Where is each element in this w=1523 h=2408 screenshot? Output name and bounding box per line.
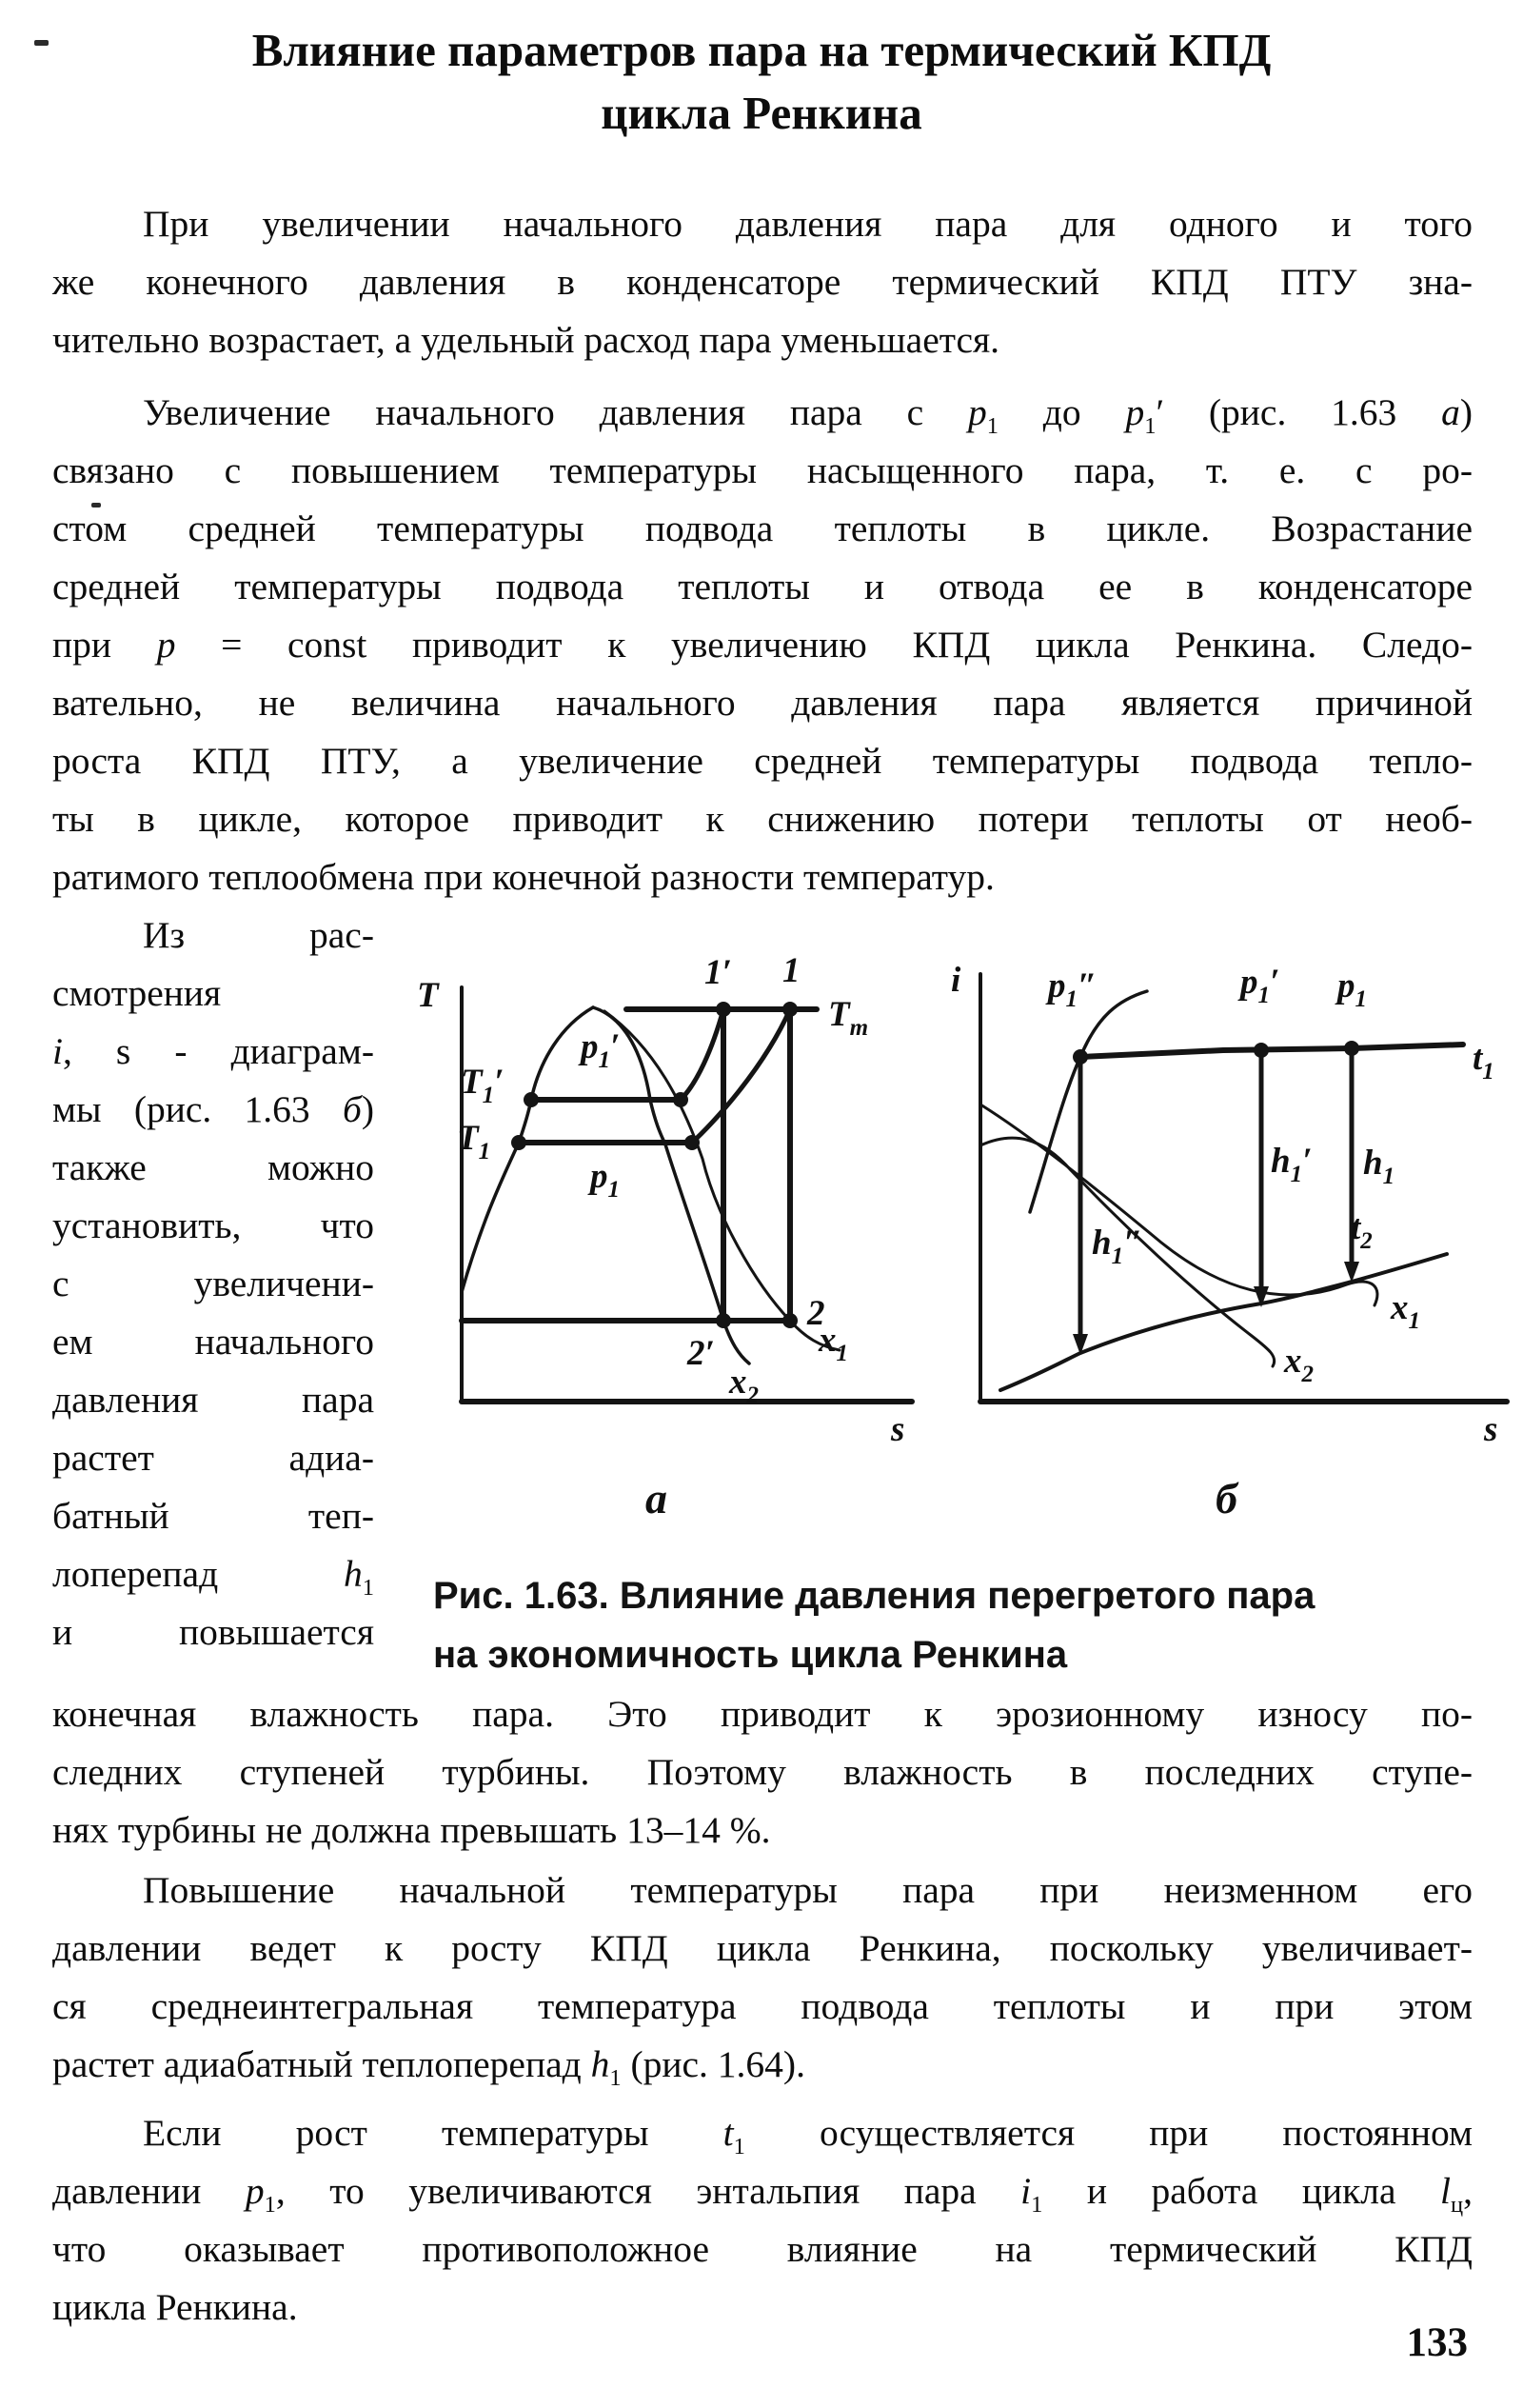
label-h1: $h_1$ bbox=[1363, 1144, 1395, 1189]
text-line: же конечного давления в конденсаторе термический КПД ПТУ зна- bbox=[52, 261, 1473, 303]
text-line: ратимого теплообмена при конечной разности температур. bbox=[52, 856, 995, 898]
label-Tm: $T_m$ bbox=[828, 995, 869, 1041]
label-t2: $t_2$ bbox=[1351, 1208, 1373, 1254]
text-line: лоперепад $h_1$ bbox=[52, 1553, 374, 1601]
text-line: Из рас- bbox=[143, 914, 374, 956]
label-p1: $p_1$ bbox=[1337, 966, 1367, 1012]
caption-line: Рис. 1.63. Влияние давления перегретого пара bbox=[433, 1575, 1315, 1617]
label-p1-doubleprime: $p_1''$ bbox=[1048, 966, 1098, 1012]
text-line: чительно возрастает, а удельный расход пара уменьшается. bbox=[52, 319, 1000, 361]
ts-diagram-svg bbox=[409, 909, 957, 1542]
paragraph-3-continuation bbox=[52, 1685, 1473, 1860]
text-line: и повышается bbox=[52, 1611, 374, 1653]
label-T1-prime: $T_1'$ bbox=[461, 1063, 504, 1108]
label-p1: $p_1$ bbox=[590, 1157, 620, 1203]
text-line: средней температуры подвода теплоты и отвода ее в конденсаторе bbox=[52, 566, 1473, 607]
text-line: растет адиабатный теплоперепад $h_1$ (рис. 1.64). bbox=[52, 2043, 805, 2091]
label-p1-prime: $p_1'$ bbox=[581, 1027, 621, 1073]
text-line: с увеличени- bbox=[52, 1263, 374, 1304]
text-line: ем начального bbox=[52, 1321, 374, 1363]
text-line: Повышение начальной температуры пара при неизменном его bbox=[143, 1869, 1473, 1911]
is-diagram-svg bbox=[938, 909, 1523, 1542]
point-label-1prime: 1′ bbox=[704, 953, 732, 992]
diagram-b-sublabel: б bbox=[1216, 1474, 1237, 1522]
page-title bbox=[0, 19, 1523, 145]
text-line: При увеличении начального давления пара для одного и того bbox=[143, 203, 1473, 245]
diagram-a-sublabel: а bbox=[645, 1474, 667, 1522]
point-label-1: 1 bbox=[782, 951, 801, 990]
text-line: ты в цикле, которое приводит к снижению потери теплоты от необ- bbox=[52, 798, 1473, 840]
text-line: установить, что bbox=[52, 1204, 374, 1246]
figure-side-text bbox=[52, 906, 374, 1662]
text-line: стом средней температуры подвода теплоты в цикле. Возрастание bbox=[52, 507, 1473, 549]
paragraph-1 bbox=[52, 195, 1473, 369]
text-line: также можно bbox=[52, 1146, 374, 1188]
point-label-2prime: 2′ bbox=[687, 1334, 715, 1373]
figure-diagram-a bbox=[409, 909, 957, 1542]
title-line: Влияние параметров пара на термический КПД bbox=[251, 24, 1272, 76]
text-line: роста КПД ПТУ, а увеличение средней температуры подвода тепло- bbox=[52, 740, 1473, 782]
text-line: цикла Ренкина. bbox=[52, 2286, 298, 2328]
isobar-p1-doubleprime bbox=[1030, 991, 1147, 1212]
text-line: нях турбины не должна превышать 13–14 %. bbox=[52, 1809, 771, 1851]
axis-label-i: i bbox=[951, 961, 961, 1000]
text-line: ся среднеинтегральная температура подвода теплоты и при этом bbox=[52, 1985, 1473, 2027]
axis-label-s: s bbox=[891, 1410, 905, 1449]
text-line: что оказывает противоположное влияние на термический КПД bbox=[52, 2228, 1473, 2270]
text-line: конечная влажность пара. Это приводит к эрозионному износу по- bbox=[52, 1693, 1473, 1735]
text-line: вательно, не величина начального давления пара является причиной bbox=[52, 682, 1473, 724]
label-p1-prime: $p_1'$ bbox=[1240, 963, 1280, 1008]
point-label-2: 2 bbox=[807, 1294, 825, 1333]
adiabats bbox=[723, 1009, 790, 1321]
lower-isotherm-t2 bbox=[1000, 1254, 1447, 1390]
page-number: 133 bbox=[1406, 2320, 1468, 2365]
text-line: мы (рис. 1.63 б) bbox=[52, 1088, 374, 1130]
label-T1: $T_1$ bbox=[457, 1119, 491, 1164]
text-line: Если рост температуры $t_1$ осуществляется при постоянном bbox=[143, 2112, 1473, 2159]
text-line: смотрения bbox=[52, 972, 222, 1014]
axes bbox=[980, 974, 1507, 1402]
text-line: давлении ведет к росту КПД цикла Ренкина, поскольку увеличивает- bbox=[52, 1927, 1473, 1969]
text-line: батный теп- bbox=[52, 1495, 374, 1537]
text-line: давлении $p_1$, то увеличиваются энтальпия пара $i_1$ и работа цикла $l_ц$, bbox=[52, 2170, 1474, 2218]
paragraph-5 bbox=[52, 2104, 1473, 2337]
label-h1-doubleprime: $h_1''$ bbox=[1092, 1224, 1143, 1269]
axis-label-T: T bbox=[417, 976, 439, 1015]
axis-label-s: s bbox=[1484, 1410, 1498, 1449]
top-isotherm-t1 bbox=[1080, 1045, 1463, 1057]
text-line: давления пара bbox=[52, 1379, 374, 1421]
label-x2: $x_2$ bbox=[729, 1363, 759, 1408]
figure-caption bbox=[433, 1566, 1471, 1684]
text-line: Увеличение начального давления пара с $p_1$ до $p_1'$ (рис. 1.63 а) bbox=[143, 391, 1474, 439]
label-h1-prime: $h_1'$ bbox=[1271, 1142, 1313, 1187]
title-line: цикла Ренкина bbox=[601, 87, 922, 139]
caption-line: на экономичность цикла Ренкина bbox=[433, 1634, 1068, 1676]
label-x2: $x_2$ bbox=[1284, 1342, 1314, 1387]
text-line: при p = const приводит к увеличению КПД цикла Ренкина. Следо- bbox=[52, 624, 1473, 666]
label-t1: $t_1$ bbox=[1473, 1039, 1494, 1085]
text-line: следних ступеней турбины. Поэтому влажность в последних ступе- bbox=[52, 1751, 1473, 1793]
text-line: i, s - диаграм- bbox=[52, 1030, 374, 1072]
paragraph-2 bbox=[52, 384, 1473, 906]
state-points bbox=[511, 1002, 798, 1328]
isobar-p1 bbox=[519, 1009, 790, 1143]
isobar-p1-prime bbox=[531, 1009, 723, 1100]
paragraph-4 bbox=[52, 1861, 1473, 2094]
figure-diagram-b bbox=[938, 909, 1523, 1542]
text-line: связано с повышением температуры насыщенного пара, т. е. с ро- bbox=[52, 449, 1473, 491]
label-x1: $x_1$ bbox=[819, 1321, 848, 1366]
label-x1: $x_1$ bbox=[1391, 1288, 1420, 1334]
text-line: растет адиа- bbox=[52, 1437, 374, 1479]
